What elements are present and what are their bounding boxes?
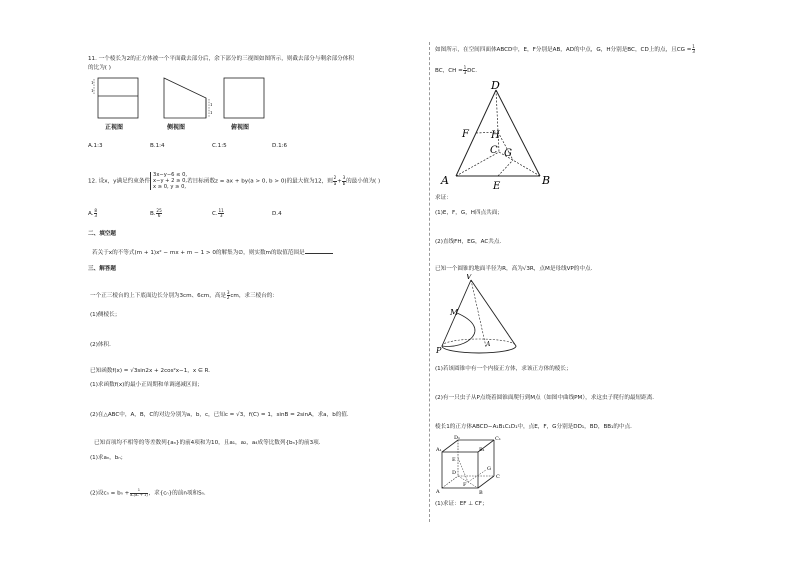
label-D-cube: D [452, 470, 457, 476]
top-view-label: 俯视图 [231, 124, 250, 131]
q12-option-d[interactable]: D.4 [272, 211, 282, 217]
q12-option-b[interactable]: B. $\frac{25}{6}$ [150, 208, 162, 219]
label-C-cube: C [496, 474, 500, 480]
label-P: P [436, 346, 442, 355]
function-part-2: (2)在△ABC中，A，B，C的对边分别为a，b，c，已知c = √3，f(C) = 1，sinB = 2sinA，求a，b的值. [90, 412, 349, 418]
svg-text:1: 1 [91, 88, 94, 93]
label-C: C [490, 145, 498, 156]
svg-text:1: 1 [91, 80, 94, 85]
q12-option-c[interactable]: C. $\frac{11}{3}$ [212, 208, 224, 219]
q11-text-2: 的比为( ) [88, 65, 111, 71]
q12-prefix: 12. 设x，y满足约束条件 [88, 178, 151, 185]
label-A1: A₁ [436, 447, 442, 453]
section-fill-in-heading: 二、填空题 [88, 231, 116, 237]
frustum-part-1: (1)侧棱长； [90, 312, 121, 318]
q12-suffix: 的最小值为( ) [346, 178, 381, 185]
label-B-cube: B [479, 490, 483, 496]
svg-text:1: 1 [210, 102, 213, 107]
label-H: H [491, 130, 500, 141]
section-answer-heading: 三、解答题 [88, 266, 116, 272]
label-D1: D₁ [454, 435, 461, 441]
column-divider [429, 42, 430, 522]
label-E: E [493, 181, 501, 192]
tetrahedron-figure [436, 80, 556, 192]
cube-figure [436, 434, 506, 496]
frustum-question: 一个正三棱台的上下底面边长分别为3cm、6cm，高是 $\frac{3}{2}$ cm，求三棱台的： [90, 290, 278, 301]
tetra-part-2: (2)直线FH，EG，AC共点． [435, 239, 506, 245]
answer-blank[interactable] [305, 253, 333, 254]
label-E: E [452, 457, 456, 463]
q11-text: 11. 一个棱长为2的正方体被一个平面截去部分后，余下部分的三视图如图所示，则截去部分与剩余部分体积 [88, 56, 354, 62]
q12-option-a[interactable]: A. $\frac{8}{3}$ [88, 208, 97, 219]
cone-figure [436, 274, 526, 360]
label-B1: B₁ [479, 447, 485, 453]
q12-constraint-1: 3x−y−6 ≤ 0, [153, 172, 188, 178]
tetra-prove: 求证： [435, 195, 452, 201]
q11-option-b[interactable]: B.1:4 [150, 143, 165, 149]
label-F: F [463, 482, 467, 488]
sequence-part-2: (2)设cₙ = bₙ + $\frac{1}{\text{aₙ(aₙ + 1)}}$ ，求{cₙ}的前n项和Sₙ． [90, 488, 210, 497]
cone-part-2: (2)有一只虫子从P点绕着圆锥面爬行到M点（如图中曲线PM），求这虫子爬行的最短距离． [435, 395, 658, 401]
tetra-question-line-2: BC，CH = $\frac{1}{3}$ DC. [435, 65, 478, 76]
svg-text:1: 1 [210, 110, 213, 115]
cube-part-1: (1)求证：EF ⊥ CF； [435, 501, 488, 507]
q12-middle: 若目标函数z = ax + by(a > 0, b > 0)的最大值为12，则 [187, 178, 333, 185]
q12-plus: + [337, 178, 342, 185]
q12-constraint-2: x−y + 2 ≥ 0, [153, 178, 188, 184]
q11-option-c[interactable]: C.1:5 [212, 143, 227, 149]
tetra-question-line-1: 如图所示，在空间四面体ABCD中，E，F分别是AB，AD的中点，G，H分别是BC，CD上的点，且CG = $\frac{1}{3}$ [435, 44, 695, 55]
sequence-part-1: (1)求aₙ，bₙ； [90, 455, 127, 461]
q12-constraint-system [150, 172, 187, 190]
label-B: B [542, 174, 551, 187]
cone-question: 已知一个圆锥的地面半径为R，高为√3R，点M是母线VP的中点． [435, 266, 597, 272]
q12-stem [88, 172, 380, 190]
front-view-label: 正视图 [105, 124, 124, 131]
label-F: F [462, 129, 469, 140]
label-V: V [466, 274, 472, 281]
cube-question: 棱长1的正方体ABCD−A₁B₁C₁D₁中，点E，F，G分别是DD₁，BD，BB₁的中点． [435, 424, 636, 430]
side-view-label: 侧视图 [167, 124, 186, 131]
label-A-cone: A [486, 341, 491, 348]
label-C1: C₁ [495, 436, 501, 442]
cone-part-1: (1)若该圆锥中有一个内接正方体，求该正方体的棱长； [435, 366, 572, 372]
tetra-part-1: (1)E，F，G，H四点共面； [435, 210, 503, 216]
label-M: M [450, 308, 459, 317]
function-question: 已知函数f(x) = √3sin2x + 2cos²x−1，x ∈ R. [90, 368, 211, 374]
q11-option-a[interactable]: A.1:3 [88, 143, 103, 149]
frustum-part-2: (2)体积． [90, 342, 115, 348]
q11-option-d[interactable]: D.1:6 [272, 143, 288, 149]
q12-frac-3-over-b: $\frac{3}{b}$ [342, 175, 346, 186]
sequence-question: 已知首项均不相等的等差数列{aₙ}的前4项和为10，且a₁，a₂，a₄成等比数列{bₙ}的前3项． [94, 440, 325, 446]
label-D: D [491, 80, 500, 92]
q12-constraint-3: x ≥ 0, y ≥ 0, [153, 184, 187, 190]
q12-frac-2-over-a: $\frac{2}{a}$ [333, 175, 337, 186]
label-A: A [441, 174, 449, 187]
label-G: G [504, 148, 512, 159]
label-A-cube: A [436, 489, 440, 495]
label-G: G [487, 466, 491, 472]
fill-question: 若关于x的不等式(m + 1)x² − mx + m − 1 > 0的解集为∅，则实数m的取值范围是 [92, 251, 333, 257]
function-part-1: (1)求函数f(x)的最小正周期和单调递减区间； [90, 382, 203, 388]
